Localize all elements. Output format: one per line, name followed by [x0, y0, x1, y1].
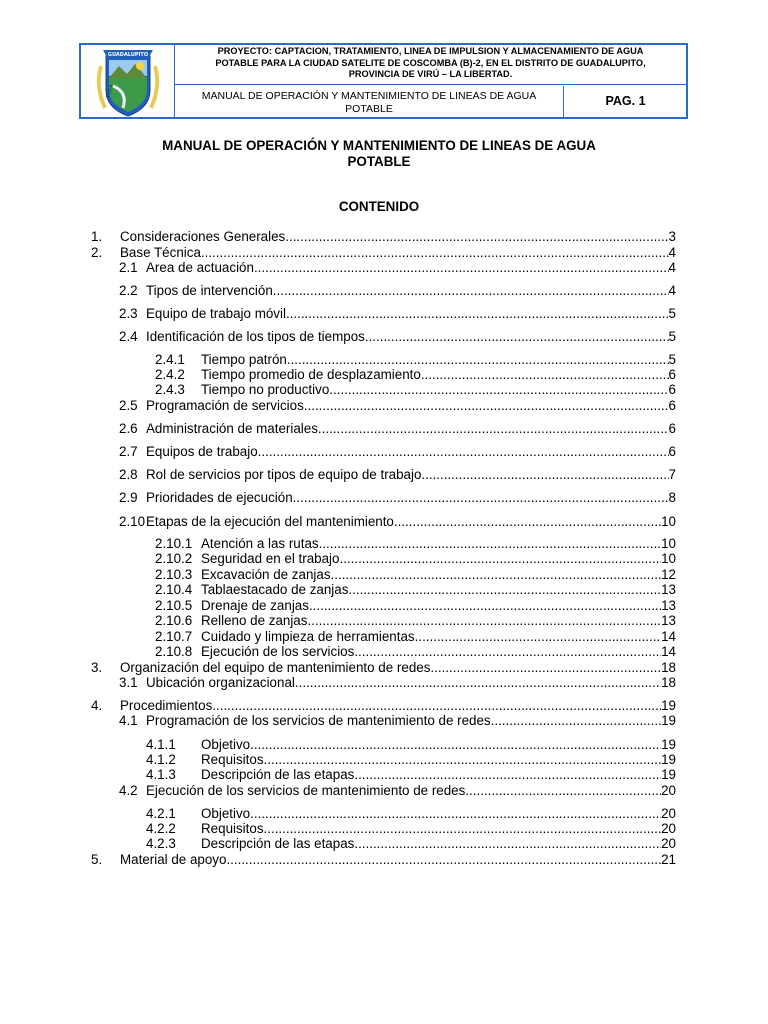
toc-entry[interactable] — [155, 382, 676, 398]
toc-entry-page: 14 — [661, 629, 676, 644]
toc-entry-text: Objetivo — [201, 806, 251, 821]
toc-entry-number: 2. — [91, 245, 103, 260]
toc-leader-dots — [258, 444, 669, 460]
toc-leader-dots — [354, 767, 661, 783]
document-title-line-1: MANUAL DE OPERACIÓN Y MANTENIMIENTO DE LINEAS DE AGUA — [162, 138, 596, 153]
toc-leader-dots — [394, 514, 661, 530]
toc-entry-number: 2.8 — [119, 467, 138, 482]
manual-line-1: MANUAL DE OPERACIÓN Y MANTENIMIENTO DE LINEAS DE AGUA — [201, 90, 537, 102]
toc-entry[interactable] — [146, 767, 676, 783]
toc-leader-dots — [415, 629, 661, 645]
toc-entry[interactable] — [91, 660, 676, 676]
toc-entry[interactable] — [119, 444, 676, 460]
toc-entry-number: 4.1.2 — [146, 752, 176, 767]
toc-leader-dots — [354, 836, 661, 852]
toc-entry[interactable] — [155, 367, 676, 383]
contents-heading: CONTENIDO — [338, 199, 420, 214]
project-line-1: PROYECTO: CAPTACION, TRATAMIENTO, LINEA DE IMPULSION Y ALMACENAMIENTO DE AGUA — [217, 46, 644, 56]
toc-entry-page: 13 — [661, 613, 676, 628]
toc-entry-page: 3 — [668, 229, 676, 244]
toc-entry-page: 12 — [661, 567, 676, 582]
toc-entry-page: 14 — [661, 644, 676, 659]
toc-entry-number: 1. — [91, 229, 103, 244]
toc-leader-dots — [285, 229, 668, 245]
toc-leader-dots — [430, 660, 661, 676]
toc-entry-page: 5 — [668, 306, 676, 321]
toc-entry-text: Tiempo patrón — [201, 352, 287, 367]
toc-entry-text: Equipo de trabajo móvil — [146, 306, 286, 321]
toc-entry[interactable] — [119, 675, 676, 691]
toc-leader-dots — [226, 852, 661, 868]
toc-entry-text: Atención a las rutas — [201, 536, 319, 551]
toc-entry[interactable] — [91, 245, 676, 261]
toc-entry-number: 4.2 — [119, 783, 138, 798]
toc-leader-dots — [304, 398, 669, 414]
toc-leader-dots — [465, 783, 661, 799]
toc-entry-page: 6 — [668, 398, 676, 413]
toc-entry-text: Area de actuación — [146, 260, 254, 275]
toc-entry-number: 2.10.6 — [155, 613, 193, 628]
toc-entry-number: 5. — [91, 852, 103, 867]
toc-entry-page: 18 — [661, 675, 676, 690]
toc-entry-number: 2.10 — [119, 514, 146, 529]
toc-entry-text: Requisitos — [201, 752, 264, 767]
toc-entry-page: 13 — [661, 598, 676, 613]
toc-entry-page: 19 — [661, 713, 676, 728]
toc-entry-text: Relleno de zanjas — [201, 613, 308, 628]
toc-leader-dots — [250, 737, 661, 753]
toc-leader-dots — [201, 245, 669, 261]
toc-entry[interactable] — [155, 567, 676, 583]
toc-entry-page: 20 — [661, 783, 676, 798]
toc-entry[interactable] — [119, 467, 676, 483]
toc-entry-number: 4.2.1 — [146, 806, 176, 821]
toc-entry-number: 2.6 — [119, 421, 138, 436]
toc-entry-number: 2.1 — [119, 260, 138, 275]
toc-entry-page: 6 — [668, 444, 676, 459]
toc-entry-text: Tiempo no productivo — [201, 382, 330, 397]
toc-entry-page: 7 — [668, 467, 676, 482]
toc-leader-dots — [309, 598, 661, 614]
toc-entry-number: 2.4.3 — [155, 382, 185, 397]
toc-entry-text: Etapas de la ejecución del mantenimiento — [146, 514, 394, 529]
toc-entry-page: 6 — [668, 421, 676, 436]
toc-entry-number: 4.2.2 — [146, 821, 176, 836]
toc-entry-number: 2.5 — [119, 398, 138, 413]
toc-entry[interactable] — [119, 398, 676, 414]
toc-entry[interactable] — [155, 644, 676, 660]
toc-entry-number: 2.10.3 — [155, 567, 193, 582]
toc-entry[interactable] — [155, 613, 676, 629]
toc-entry-number: 3. — [91, 660, 103, 675]
toc-leader-dots — [286, 306, 669, 322]
toc-entry-number: 4.2.3 — [146, 836, 176, 851]
toc-leader-dots — [264, 821, 662, 837]
toc-entry-page: 10 — [661, 536, 676, 551]
toc-entry-page: 19 — [661, 698, 676, 713]
toc-entry-number: 2.4.1 — [155, 352, 185, 367]
toc-entry[interactable] — [155, 582, 676, 598]
toc-leader-dots — [348, 582, 661, 598]
toc-entry-number: 2.10.8 — [155, 644, 193, 659]
toc-entry[interactable] — [91, 229, 676, 245]
toc-entry-text: Cuidado y limpieza de herramientas — [201, 629, 415, 644]
toc-entry-page: 6 — [668, 367, 676, 382]
toc-entry-text: Drenaje de zanjas — [201, 598, 309, 613]
toc-entry-text: Programación de los servicios de mantenimiento de redes — [146, 713, 491, 728]
project-line-3: PROVINCIA DE VIRÚ – LA LIBERTAD. — [348, 69, 513, 79]
toc-entry-text: Administración de materiales — [146, 421, 318, 436]
toc-entry-page: 20 — [661, 806, 676, 821]
toc-entry-page: 10 — [661, 551, 676, 566]
toc-entry-number: 4. — [91, 698, 103, 713]
toc-entry[interactable] — [119, 306, 676, 322]
toc-entry-page: 19 — [661, 737, 676, 752]
toc-leader-dots — [212, 698, 661, 714]
toc-entry[interactable] — [146, 737, 676, 753]
toc-entry-page: 20 — [661, 836, 676, 851]
toc-entry-text: Tablaestacado de zanjas — [201, 582, 349, 597]
toc-entry-number: 3.1 — [119, 675, 138, 690]
toc-entry-text: Ejecución de los servicios — [201, 644, 355, 659]
toc-entry[interactable] — [119, 283, 676, 299]
manual-line-2: POTABLE — [345, 102, 393, 115]
toc-entry-text: Tipos de intervención — [146, 283, 273, 298]
toc-entry[interactable] — [119, 783, 676, 799]
toc-leader-dots — [339, 551, 661, 567]
toc-entry-text: Ubicación organizacional — [146, 675, 295, 690]
toc-entry-text: Consideraciones Generales — [120, 229, 286, 244]
toc-leader-dots — [491, 713, 661, 729]
toc-leader-dots — [365, 329, 669, 345]
toc-entry-text: Organización del equipo de mantenimiento de redes — [120, 660, 431, 675]
toc-entry-page: 13 — [661, 582, 676, 597]
toc-entry-text: Descripción de las etapas — [201, 767, 355, 782]
toc-entry[interactable] — [146, 821, 676, 837]
toc-entry-text: Material de apoyo — [120, 852, 227, 867]
toc-leader-dots — [307, 613, 661, 629]
toc-entry[interactable] — [119, 713, 676, 729]
toc-entry-text: Programación de servicios — [146, 398, 304, 413]
toc-entry[interactable] — [91, 852, 676, 868]
toc-entry-number: 4.1 — [119, 713, 138, 728]
toc-entry-text: Rol de servicios por tipos de equipo de trabajo — [146, 467, 422, 482]
toc-entry-number: 2.10.4 — [155, 582, 193, 597]
toc-leader-dots — [331, 567, 662, 583]
toc-entry-page: 4 — [668, 260, 676, 275]
toc-entry[interactable] — [155, 536, 676, 552]
toc-entry[interactable] — [155, 598, 676, 614]
toc-entry-text: Procedimientos — [120, 698, 213, 713]
toc-entry-text: Requisitos — [201, 821, 264, 836]
toc-entry-page: 4 — [668, 245, 676, 260]
toc-leader-dots — [329, 382, 668, 398]
page-number: PAG. 1 — [605, 94, 646, 108]
toc-entry-number: 2.10.5 — [155, 598, 193, 613]
toc-entry-number: 4.1.1 — [146, 737, 176, 752]
toc-entry-page: 19 — [661, 752, 676, 767]
toc-entry[interactable] — [146, 836, 676, 852]
crest-year-text: 1984 — [105, 84, 115, 100]
toc-entry-page: 5 — [668, 352, 676, 367]
toc-leader-dots — [264, 752, 662, 768]
toc-entry-text: Descripción de las etapas — [201, 836, 355, 851]
toc-entry[interactable] — [91, 698, 676, 714]
toc-entry-number: 2.10.2 — [155, 551, 193, 566]
toc-entry-text: Prioridades de ejecución — [146, 490, 293, 505]
toc-entry-text: Objetivo — [201, 737, 251, 752]
toc-entry-number: 2.2 — [119, 283, 138, 298]
toc-entry-number: 4.1.3 — [146, 767, 176, 782]
toc-entry-number: 2.10.1 — [155, 536, 193, 551]
toc-entry-text: Ejecución de los servicios de mantenimiento de redes — [146, 783, 466, 798]
toc-entry-text: Seguridad en el trabajo — [201, 551, 340, 566]
toc-leader-dots — [293, 490, 669, 506]
toc-entry-text: Identificación de los tipos de tiempos — [146, 329, 365, 344]
toc-entry[interactable] — [119, 514, 676, 530]
toc-entry-page: 21 — [661, 852, 676, 867]
toc-leader-dots — [421, 367, 669, 383]
toc-entry-number: 2.4.2 — [155, 367, 185, 382]
toc-leader-dots — [250, 806, 661, 822]
toc-leader-dots — [295, 675, 661, 691]
toc-leader-dots — [318, 421, 669, 437]
toc-entry-text: Tiempo promedio de desplazamiento — [201, 367, 421, 382]
toc-leader-dots — [273, 283, 669, 299]
toc-entry-page: 18 — [661, 660, 676, 675]
project-line-2: POTABLE PARA LA CIUDAD SATELITE DE COSCOMBA (B)-2, EN EL DISTRITO DE GUADALUPITO, — [215, 57, 646, 68]
toc-leader-dots — [319, 536, 661, 552]
toc-entry[interactable] — [155, 551, 676, 567]
toc-entry[interactable] — [119, 260, 676, 276]
toc-entry-page: 5 — [668, 329, 676, 344]
toc-entry-number: 2.4 — [119, 329, 138, 344]
toc-entry-number: 2.3 — [119, 306, 138, 321]
toc-entry[interactable] — [119, 421, 676, 437]
toc-entry-page: 10 — [661, 514, 676, 529]
toc-entry-number: 2.7 — [119, 444, 138, 459]
toc-entry[interactable] — [155, 629, 676, 645]
toc-entry-page: 4 — [668, 283, 676, 298]
toc-leader-dots — [421, 467, 668, 483]
toc-leader-dots — [287, 352, 669, 368]
toc-leader-dots — [354, 644, 661, 660]
toc-entry-page: 20 — [661, 821, 676, 836]
toc-entry-page: 19 — [661, 767, 676, 782]
toc-entry[interactable] — [146, 806, 676, 822]
document-title-line-2: POTABLE — [347, 153, 411, 169]
toc-entry-page: 6 — [668, 382, 676, 397]
toc-entry-text: Excavación de zanjas — [201, 567, 331, 582]
toc-entry-text: Base Técnica — [120, 245, 201, 260]
toc-entry-number: 2.10.7 — [155, 629, 193, 644]
crest-banner-text: GUADALUPITO — [107, 52, 149, 58]
toc-entry-number: 2.9 — [119, 490, 138, 505]
toc-leader-dots — [254, 260, 669, 276]
toc-entry[interactable] — [146, 752, 676, 768]
toc-entry-page: 8 — [668, 490, 676, 505]
toc-entry-text: Equipos de trabajo — [146, 444, 258, 459]
toc-entry[interactable] — [119, 329, 676, 345]
toc-entry[interactable] — [119, 490, 676, 506]
toc-entry[interactable] — [155, 352, 676, 368]
